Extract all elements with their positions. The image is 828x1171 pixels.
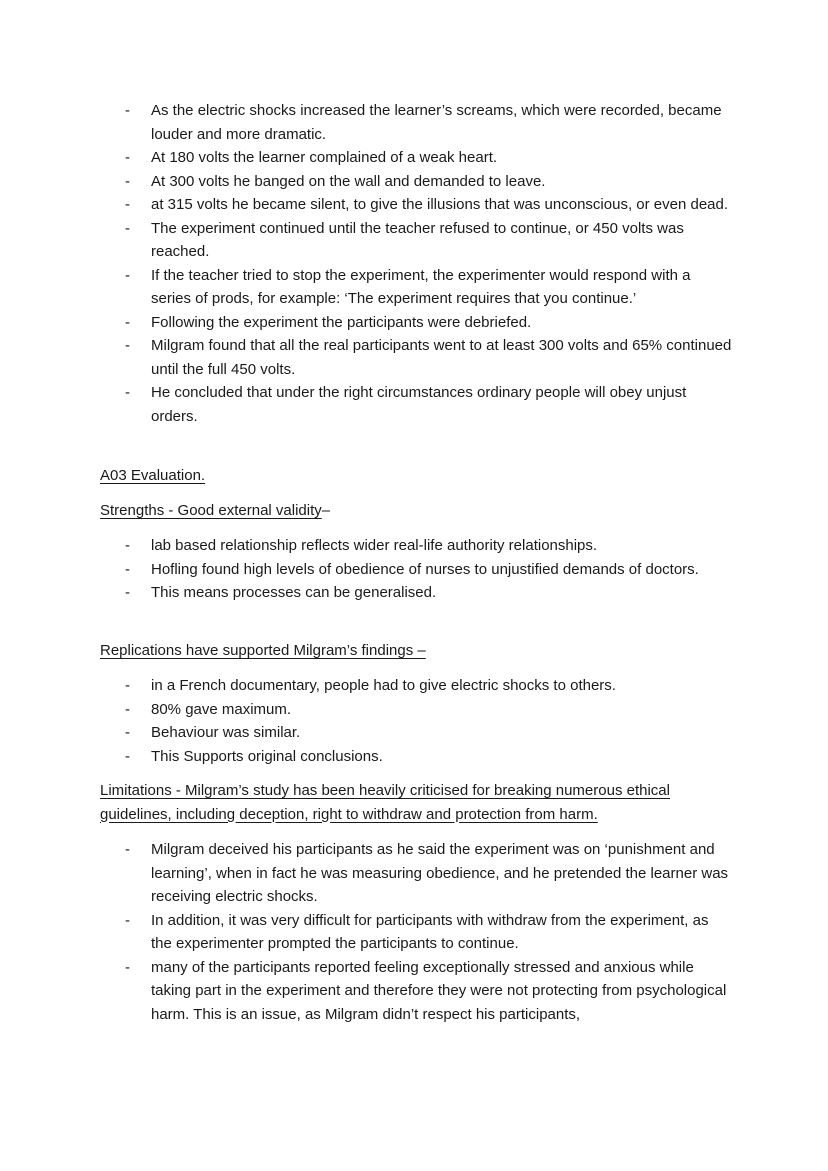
bullet-dash: - bbox=[125, 384, 130, 401]
list-item-text: Behaviour was similar. bbox=[151, 724, 301, 741]
list-item bbox=[0, 698, 828, 722]
bullet-dash: - bbox=[125, 266, 130, 284]
list-item bbox=[0, 311, 828, 335]
bullet-dash: - bbox=[125, 911, 130, 929]
strengths-heading-text: Strengths - Good external validity bbox=[100, 502, 322, 519]
list-item bbox=[0, 264, 828, 311]
replications-list bbox=[0, 674, 828, 768]
list-item-text: Hofling found high levels of obedience of nurses to unjustified demands of doctors. bbox=[151, 560, 699, 578]
bullet-dash: - bbox=[125, 337, 130, 354]
bullet-dash: - bbox=[125, 196, 130, 213]
strengths-list bbox=[0, 534, 828, 605]
list-item-text: At 180 volts the learner complained of a weak heart. bbox=[151, 149, 498, 166]
bullet-dash: - bbox=[125, 841, 130, 858]
list-item-text: many of the participants reported feeling exceptionally stressed and anxious while taking part in the experiment and therefore they were not protecting from psychological harm. This is an issue, as Milgram didn’t respect his participants, bbox=[151, 958, 727, 1023]
list-item-text: This means processes can be generalised. bbox=[151, 584, 437, 601]
list-item-text: lab based relationship reflects wider real-life authority relationships. bbox=[151, 537, 598, 554]
strengths-heading bbox=[100, 499, 330, 523]
list-item-text: The experiment continued until the teacher refused to continue, or 450 volts was reached. bbox=[151, 219, 684, 260]
list-item-text: 80% gave maximum. bbox=[151, 700, 292, 718]
bullet-dash: - bbox=[125, 313, 130, 331]
bullet-dash: - bbox=[125, 560, 130, 578]
list-item bbox=[0, 193, 828, 217]
list-item bbox=[0, 146, 828, 170]
limitations-list bbox=[0, 838, 828, 1026]
list-item bbox=[0, 581, 828, 605]
list-item-text: At 300 volts he banged on the wall and demanded to leave. bbox=[151, 172, 546, 190]
bullet-dash: - bbox=[125, 700, 130, 718]
procedure-findings-list bbox=[0, 99, 828, 428]
bullet-dash: - bbox=[125, 958, 130, 976]
list-item-text: As the electric shocks increased the learner’s screams, which were recorded, became louder and more dramatic. bbox=[151, 102, 722, 143]
bullet-dash: - bbox=[125, 747, 130, 765]
list-item bbox=[0, 381, 828, 428]
replications-heading: Replications have supported Milgram’s findings – bbox=[100, 642, 426, 659]
list-item bbox=[0, 217, 828, 264]
list-item-text: If the teacher tried to stop the experiment, the experimenter would respond with a series of prods, for example: ‘The experiment requires that you continue.’ bbox=[151, 266, 691, 307]
list-item bbox=[0, 534, 828, 558]
limitations-heading: Limitations - Milgram’s study has been heavily criticised for breaking numerous ethical guidelines, including deception, right to withdraw and protection from harm. bbox=[100, 782, 670, 823]
list-item bbox=[0, 909, 828, 956]
bullet-dash: - bbox=[125, 537, 130, 554]
list-item-text: in a French documentary, people had to give electric shocks to others. bbox=[151, 677, 616, 694]
list-item-text: In addition, it was very difficult for participants with withdraw from the experiment, as the experimenter prompted the participants to continue. bbox=[151, 911, 709, 952]
list-item bbox=[0, 334, 828, 381]
list-item bbox=[0, 674, 828, 698]
bullet-dash: - bbox=[125, 102, 130, 119]
evaluation-heading: A03 Evaluation. bbox=[100, 467, 206, 484]
bullet-dash: - bbox=[125, 149, 130, 166]
list-item-text: He concluded that under the right circumstances ordinary people will obey unjust orders. bbox=[151, 384, 687, 425]
list-item bbox=[0, 558, 828, 582]
list-item bbox=[0, 745, 828, 769]
bullet-dash: - bbox=[125, 584, 130, 601]
list-item-text: Following the experiment the participants were debriefed. bbox=[151, 313, 532, 331]
list-item-text: Milgram found that all the real participants went to at least 300 volts and 65% continued until the full 450 volts. bbox=[151, 337, 732, 378]
bullet-dash: - bbox=[125, 724, 130, 741]
bullet-dash: - bbox=[125, 677, 130, 694]
list-item bbox=[0, 170, 828, 194]
strengths-heading-dash: – bbox=[321, 502, 331, 519]
list-item bbox=[0, 721, 828, 745]
list-item-text: at 315 volts he became silent, to give the illusions that was unconscious, or even dead. bbox=[151, 196, 729, 213]
list-item bbox=[0, 99, 828, 146]
list-item bbox=[0, 956, 828, 1027]
list-item-text: Milgram deceived his participants as he said the experiment was on ‘punishment and learning’, when in fact he was measuring obedience, and he pretended the learner was receiving electric shocks. bbox=[151, 841, 729, 905]
list-item-text: This Supports original conclusions. bbox=[151, 747, 383, 765]
bullet-dash: - bbox=[125, 172, 130, 190]
bullet-dash: - bbox=[125, 219, 130, 237]
list-item bbox=[0, 838, 828, 909]
